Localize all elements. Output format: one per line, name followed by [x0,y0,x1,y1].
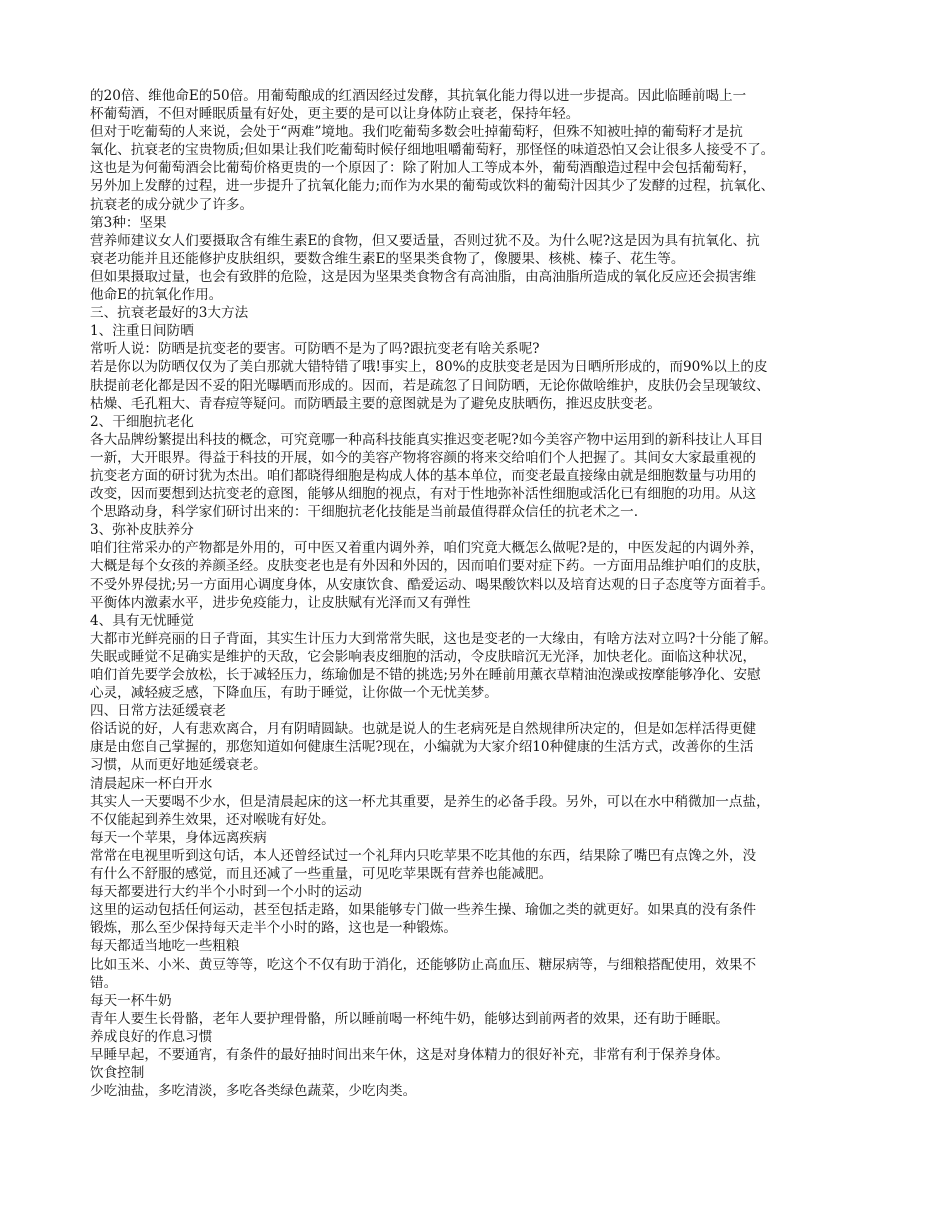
paragraph-line: 错。 [90,974,118,991]
paragraph-line: 个思路动身，科学家们研讨出来的：干细胞抗老化技能是当前最值得群众信任的抗老术之一. [90,504,639,521]
paragraph-line: 不受外界侵扰;另一方面用心调度身体，从安康饮食、酷爱运动、喝果酸饮料以及培育达观的日子态度等方面着手。 [90,576,775,593]
paragraph-line: 常听人说：防晒是抗变老的要害。可防晒不是为了吗?跟抗变老有啥关系呢? [90,341,540,358]
paragraph-line: 平衡体内激素水平，进步免疫能力，让皮肤赋有光泽而又有弹性 [90,594,471,611]
subheading-routine: 养成良好的作息习惯 [90,1028,213,1045]
paragraph-line: 这里的运动包括任何运动，甚至包括走路，如果能够专门做一些养生操、瑜伽之类的就更好。如果真的没有条件 [90,902,757,919]
paragraph-line: 俗话说的好，人有悲欢离合，月有阴晴圆缺。也就是说人的生老病死是自然规律所决定的，但是如怎样活得更健 [90,721,757,738]
subheading-milk: 每天一杯牛奶 [90,992,172,1009]
subheading-diet-control: 饮食控制 [90,1065,145,1082]
document-body [90,87,865,1100]
paragraph-line: 抗变老方面的研讨犹为杰出。咱们都晓得细胞是构成人体的基本单位，而变老最直接缘由就是细胞数量与功用的 [90,467,757,484]
subheading-skin-nutrition: 3、弥补皮肤养分 [90,522,194,539]
section-heading-nuts: 第3种：坚果 [90,214,167,231]
section-heading-three-methods: 三、抗衰老最好的3大方法 [90,305,249,322]
paragraph-line: 大概是每个女孩的养颜圣经。皮肤变老也是有外因和外因的，因而咱们要对症下药。一方面用品维护咱们的皮肤， [90,558,770,575]
subheading-apple: 每天一个苹果，身体远离疾病 [90,829,267,846]
paragraph-line: 但对于吃葡萄的人来说，会处于“两难”境地。我们吃葡萄多数会吐掉葡萄籽，但殊不知被吐掉的葡萄籽才是抗 [90,124,743,141]
paragraph-line: 咱们往常采办的产物都是外用的，可中医又着重内调外养，咱们究竟大概怎么做呢?是的，中医发起的内调外养， [90,540,764,557]
paragraph-line: 早睡早起，不要通宵，有条件的最好抽时间出来午休，这是对身体精力的很好补充，非常有利于保养身体。 [90,1046,729,1063]
paragraph-line: 咱们首先要学会放松，长于减轻压力，练瑜伽是不错的挑选;另外在睡前用薰衣草精油泡澡或按摩能够净化、安慰 [90,667,761,683]
paragraph-line: 他命E的抗氧化作用。 [90,287,223,304]
subheading-morning-water: 清晨起床一杯白开水 [90,775,213,792]
paragraph-line: 枯燥、毛孔粗大、青春痘等疑问。而防晒最主要的意图就是为了避免皮肤晒伤，推迟皮肤变老。 [90,395,661,412]
paragraph-line: 锻炼，那么至少保持每天走半个小时的路，这也是一种锻炼。 [90,920,458,937]
paragraph-line: 若是你以为防晒仅仅为了美白那就大错特错了哦!事实上，80%的皮肤变老是因为日晒所形成的，而90%以上的皮 [90,359,768,376]
paragraph-line: 抗衰老的成分就少了许多。 [90,196,254,213]
paragraph-line: 但如果摄取过量，也会有致胖的危险，这是因为坚果类食物含有高油脂，由高油脂所造成的氧化反应还会损害维 [90,268,757,285]
paragraph-line: 常常在电视里听到这句话，本人还曾经试过一个礼拜内只吃苹果不吃其他的东西，结果除了嘴巴有点馋之外，没 [90,847,757,864]
paragraph-line: 其实人一天要喝不少水，但是清晨起床的这一杯尤其重要，是养生的必备手段。另外，可以在水中稍微加一点盐， [90,793,770,810]
section-heading-daily-methods: 四、日常方法延缓衰老 [90,703,226,720]
paragraph-line: 杯葡萄酒，不但对睡眠质量有好处，更主要的是可以让身体防止衰老，保持年轻。 [90,106,580,123]
paragraph-line: 心灵，减轻疲乏感，下降血压，有助于睡觉，让你做一个无忧美梦。 [90,685,498,702]
subheading-sun-protection: 1、注重日间防晒 [90,323,194,340]
paragraph-line: 衰老功能并且还能修护皮肤组织，要数含维生素E的坚果类食物了，像腰果、核桃、榛子、花生等。 [90,250,685,267]
paragraph-line: 青年人要生长骨骼，老年人要护理骨骼，所以睡前喝一杯纯牛奶，能够达到前两者的效果，还有助于睡眠。 [90,1010,729,1027]
paragraph-line: 少吃油盐，多吃清淡，多吃各类绿色蔬菜，少吃肉类。 [90,1083,417,1100]
paragraph-line: 康是由您自己掌握的，那您知道如何健康生活呢?现在，小编就为大家介绍10种健康的生活方式，改善你的生活 [90,739,754,756]
subheading-coarse-grains: 每天都适当地吃一些粗粮 [90,938,240,955]
paragraph-line: 习惯，从而更好地延缓衰老。 [90,757,267,774]
paragraph-line: 改变，因而要想到达抗变老的意图，能够从细胞的视点，有对于性地弥补活性细胞或活化已有细胞的功用。从这 [90,486,757,503]
paragraph-line: 肤提前老化都是因不妥的阳光曝晒而形成的。因而，若是疏忽了日间防晒，无论你做啥维护，皮肤仍会呈现皱纹、 [90,377,770,394]
paragraph-line: 氧化、抗衰老的宝贵物质;但如果让我们吃葡萄时候仔细地咀嚼葡萄籽，那怪怪的味道恐怕又会让很多人接受不了。 [90,142,775,159]
paragraph-line: 的20倍、维他命E的50倍。用葡萄酿成的红酒因经过发酵，其抗氧化能力得以进一步提高。因此临睡前喝上一 [90,88,747,104]
subheading-sleep: 4、具有无忧睡觉 [90,612,194,629]
paragraph-line: 各大品牌纷繁提出科技的概念，可究竟哪一种高科技能真实推迟变老呢?如今美容产物中运用到的新科技让人耳目 [90,431,764,448]
paragraph-line: 失眠或睡觉不足确实是维护的天敌，它会影响表皮细胞的活动，令皮肤暗沉无光泽，加快老化。面临这种状况， [90,648,757,665]
paragraph-line: 这也是为何葡萄酒会比葡萄价格更贵的一个原因了：除了附加人工等成本外，葡萄酒酿造过程中会包括葡萄籽， [90,160,757,177]
paragraph-line: 有什么不舒服的感觉，而且还减了一些重量，可见吃苹果既有营养也能减肥。 [90,866,553,883]
paragraph-line: 另外加上发酵的过程，进一步提升了抗氧化能力;而作为水果的葡萄或饮料的葡萄汁因其少了发酵的过程，抗氧化、 [90,178,775,195]
paragraph-line: 营养师建议女人们要摄取含有维生素E的食物，但又要适量，否则过犹不及。为什么呢?这是因为具有抗氧化、抗 [90,232,760,249]
paragraph-line: 不仅能起到养生效果，还对喉咙有好处。 [90,811,335,828]
paragraph-line: 大都市光鲜亮丽的日子背面，其实生计压力大到常常失眠，这也是变老的一大缘由，有啥方法对立吗?十分能了解。 [90,630,777,647]
paragraph-line: 比如玉米、小米、黄豆等等，吃这个不仅有助于消化，还能够防止高血压、糖尿病等，与细粮搭配使用，效果不 [90,956,757,973]
paragraph-line: 一新，大开眼界。得益于科技的开展，如今的美容产物将容颜的将来交给咱们个人把握了。其间女大家最重视的 [90,449,757,466]
subheading-exercise: 每天都要进行大约半个小时到一个小时的运动 [90,884,362,901]
subheading-stem-cell: 2、干细胞抗老化 [90,413,194,430]
